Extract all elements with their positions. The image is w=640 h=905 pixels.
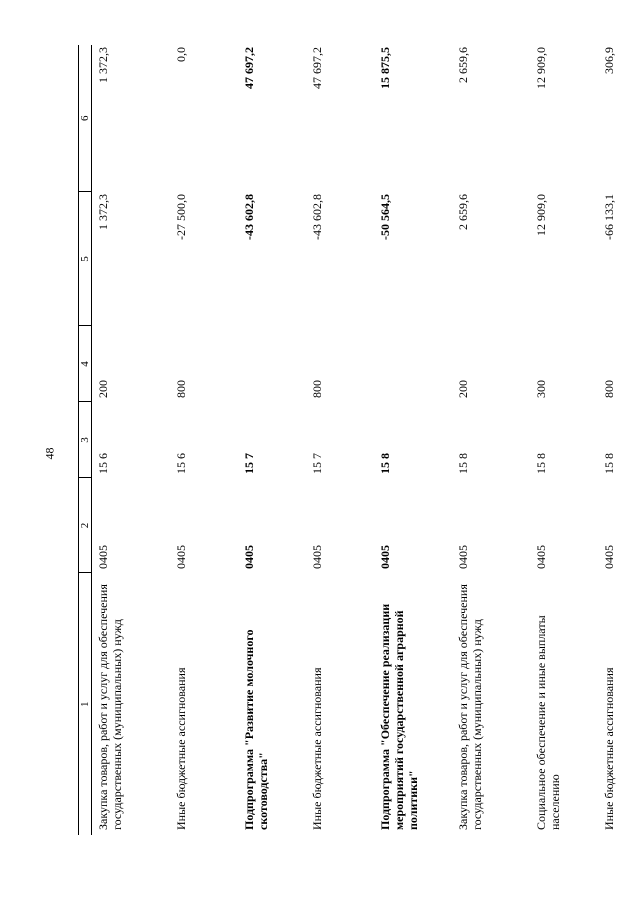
row-name: Закупка товаров, работ и услуг для обеспечения государственных (муниципальных) нужд	[96, 584, 124, 830]
row-value-6: 12 909,0	[534, 47, 548, 89]
row-section-code: 0405	[242, 545, 256, 569]
row-target-code: 15 8	[534, 453, 548, 474]
table-row	[374, 45, 452, 835]
table-row	[452, 45, 530, 835]
table-header-row	[79, 45, 92, 835]
row-target-code: 15 6	[174, 453, 188, 474]
row-expense-type: 800	[310, 380, 324, 398]
table-row	[306, 45, 374, 835]
row-value-6: 47 697,2	[310, 47, 324, 89]
table-row	[598, 45, 640, 835]
row-value-6: 47 697,2	[242, 47, 256, 89]
row-section-code: 0405	[456, 545, 470, 569]
row-name: Иные бюджетные ассигнования	[174, 667, 188, 830]
row-target-code: 15 8	[378, 453, 392, 474]
budget-table-wrapper	[78, 45, 628, 835]
column-header: 3	[79, 402, 92, 478]
row-expense-type: 800	[602, 380, 616, 398]
row-section-code: 0405	[378, 545, 392, 569]
row-value-5: 2 659,6	[456, 194, 470, 230]
row-name: Иные бюджетные ассигнования	[310, 667, 324, 830]
row-value-5: -43 602,8	[242, 194, 256, 240]
budget-table	[78, 45, 640, 835]
column-header: 4	[79, 326, 92, 402]
row-value-5: -43 602,8	[310, 194, 324, 240]
row-name: Закупка товаров, работ и услуг для обеспечения государственных (муниципальных) нужд	[456, 584, 484, 830]
row-section-code: 0405	[602, 545, 616, 569]
row-value-5: -50 564,5	[378, 194, 392, 240]
table-row	[170, 45, 238, 835]
row-target-code: 15 7	[310, 453, 324, 474]
row-expense-type: 800	[174, 380, 188, 398]
table-row	[530, 45, 598, 835]
row-expense-type: 300	[534, 380, 548, 398]
row-name: Социальное обеспечение и иные выплаты населению	[534, 615, 562, 830]
row-value-5: -27 500,0	[174, 194, 188, 240]
row-expense-type: 200	[96, 380, 110, 398]
row-expense-type	[374, 326, 452, 402]
column-header: 1	[79, 573, 92, 835]
row-expense-type: 200	[456, 380, 470, 398]
row-value-6: 1 372,3	[96, 47, 110, 83]
row-value-5: 12 909,0	[534, 194, 548, 236]
row-value-5: 1 372,3	[96, 194, 110, 230]
row-target-code: 15 6	[96, 453, 110, 474]
row-value-6: 2 659,6	[456, 47, 470, 83]
table-row	[238, 45, 306, 835]
column-header: 2	[79, 478, 92, 573]
column-header: 5	[79, 192, 92, 326]
row-name: Подпрограмма "Обеспечение реализации мероприятий государственной аграрной политики"	[378, 603, 420, 830]
row-section-code: 0405	[534, 545, 548, 569]
column-header: 6	[79, 45, 92, 192]
row-expense-type	[238, 326, 306, 402]
row-value-6: 0,0	[174, 47, 188, 62]
page-number: 48	[42, 447, 57, 460]
row-value-6: 15 875,5	[378, 47, 392, 89]
row-name: Иные бюджетные ассигнования	[602, 667, 616, 830]
row-target-code: 15 8	[602, 453, 616, 474]
row-target-code: 15 7	[242, 453, 256, 474]
row-value-6: 306,9	[602, 47, 616, 74]
table-row	[92, 45, 171, 835]
row-target-code: 15 8	[456, 453, 470, 474]
row-section-code: 0405	[96, 545, 110, 569]
row-value-5: -66 133,1	[602, 194, 616, 240]
row-section-code: 0405	[310, 545, 324, 569]
row-name: Подпрограмма "Развитие молочного скотоводства"	[242, 629, 270, 830]
row-section-code: 0405	[174, 545, 188, 569]
